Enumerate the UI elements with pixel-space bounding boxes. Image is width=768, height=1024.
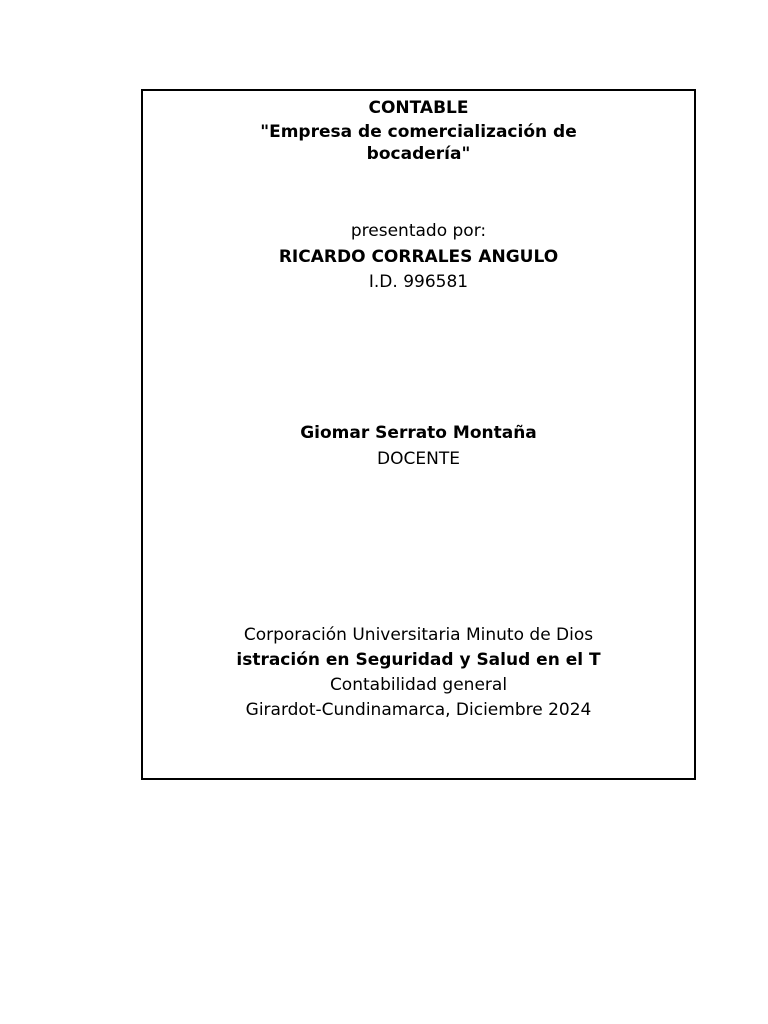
program-name: istración en Seguridad y Salud en el T — [236, 650, 601, 670]
teacher-name: Giomar Serrato Montaña — [300, 423, 537, 443]
presenter-name: RICARDO CORRALES ANGULO — [278, 247, 559, 267]
title-line-1: CONTABLE — [368, 98, 469, 118]
institution-name: Corporación Universitaria Minuto de Dios — [243, 625, 594, 645]
presenter-label: presentado por: — [350, 221, 487, 241]
document-title-block — [143, 95, 694, 164]
place-date: Girardot-Cundinamarca, Diciembre 2024 — [245, 700, 592, 720]
title-line-2: "Empresa de comercialización de — [260, 122, 577, 142]
title-line-3: bocadería" — [366, 144, 471, 164]
cover-page-frame — [141, 89, 696, 780]
course-name: Contabilidad general — [329, 675, 508, 695]
teacher-role: DOCENTE — [377, 449, 460, 469]
presenter-id: I.D. 996581 — [368, 272, 469, 292]
